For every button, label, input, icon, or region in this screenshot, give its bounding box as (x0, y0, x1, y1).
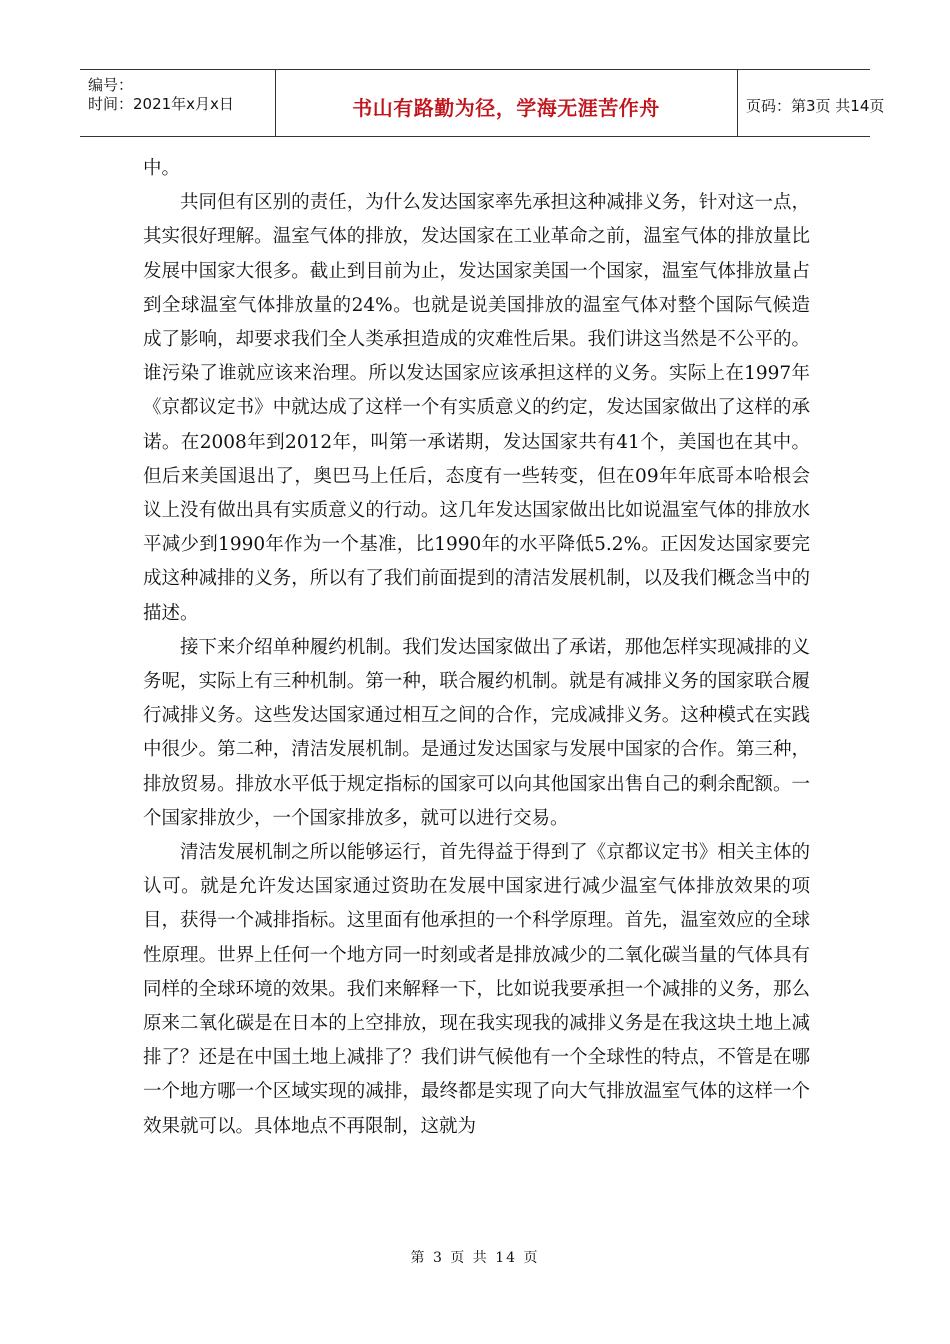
header-page-info: 页码：第3页 共14页 (746, 97, 885, 115)
body-paragraph: 接下来介绍单种履约机制。我们发达国家做出了承诺，那他怎样实现减排的义务呢，实际上有三种机制。第一种，联合履约机制。就是有减排义务的国家联合履行减排义务。这些发达国家通过相互之间的合作，完成减排义务。这种模式在实践中很少。第二种，清洁发展机制。是通过发达国家与发展中国家的合作。第三种，排放贸易。排放水平低于规定指标的国家可以向其他国家出售自己的剩余配额。一个国家排放少，一个国家排放多，就可以进行交易。 (143, 636, 810, 829)
document-body (143, 152, 810, 1144)
page-header (80, 69, 885, 137)
header-meta-cell (80, 70, 276, 136)
header-motto: 书山有路勤为径，学海无涯苦作舟 (352, 96, 660, 120)
document-number-label: 编号： (88, 76, 134, 94)
document-time-label: 时间：2021年x月x日 (88, 95, 234, 113)
body-paragraph: 清洁发展机制之所以能够运行，首先得益于得到了《京都议定书》相关主体的认可。就是允许发达国家通过资助在发展中国家进行减少温室气体排放效果的项目，获得一个减排指标。这里面有他承担的一个科学原理。首先，温室效应的全球性原理。世界上任何一个地方同一时刻或者是排放减少的二氧化碳当量的气体具有同样的全球环境的效果。我们来解释一下，比如说我要承担一个减排的义务，那么原来二氧化碳是在日本的上空排放，现在我实现我的减排义务是在我这块土地上减排了？还是在中国土地上减排了？我们讲气候他有一个全球性的特点，不管是在哪一个地方哪一个区域实现的减排，最终都是实现了向大气排放温室气体的这样一个效果就可以。具体地点不再限制，这就为 (143, 842, 810, 1137)
body-paragraph-continuation: 中。 (143, 158, 181, 179)
body-paragraph: 共同但有区别的责任，为什么发达国家率先承担这种减排义务，针对这一点，其实很好理解。温室气体的排放，发达国家在工业革命之前，温室气体的排放量比发展中国家大很多。截止到目前为止，发达国家美国一个国家，温室气体排放量占到全球温室气体排放量的24%。也就是说美国排放的温室气体对整个国际气候造成了影响，却要求我们全人类承担造成的灾难性后果。我们讲这当然是不公平的。谁污染了谁就应该来治理。所以发达国家应该承担这样的义务。实际上在1997年《京都议定书》中就达成了这样一个有实质意义的约定，发达国家做出了这样的承诺。在2008年到2012年，叫第一承诺期，发达国家共有41个，美国也在其中。但后来美国退出了，奥巴马上任后，态度有一些转变，但在09年年底哥本哈根会议上没有做出具有实质意义的行动。这几年发达国家做出比如说温室气体的排放水平减少到1990年作为一个基准，比1990年的水平降低5.2%。正因发达国家要完成这种减排的义务，所以有了我们前面提到的清洁发展机制，以及我们概念当中的描述。 (143, 192, 810, 624)
page-footer: 第 3 页 共 14 页 (410, 1250, 540, 1266)
header-page-cell (738, 70, 885, 136)
header-motto-cell (275, 70, 738, 136)
